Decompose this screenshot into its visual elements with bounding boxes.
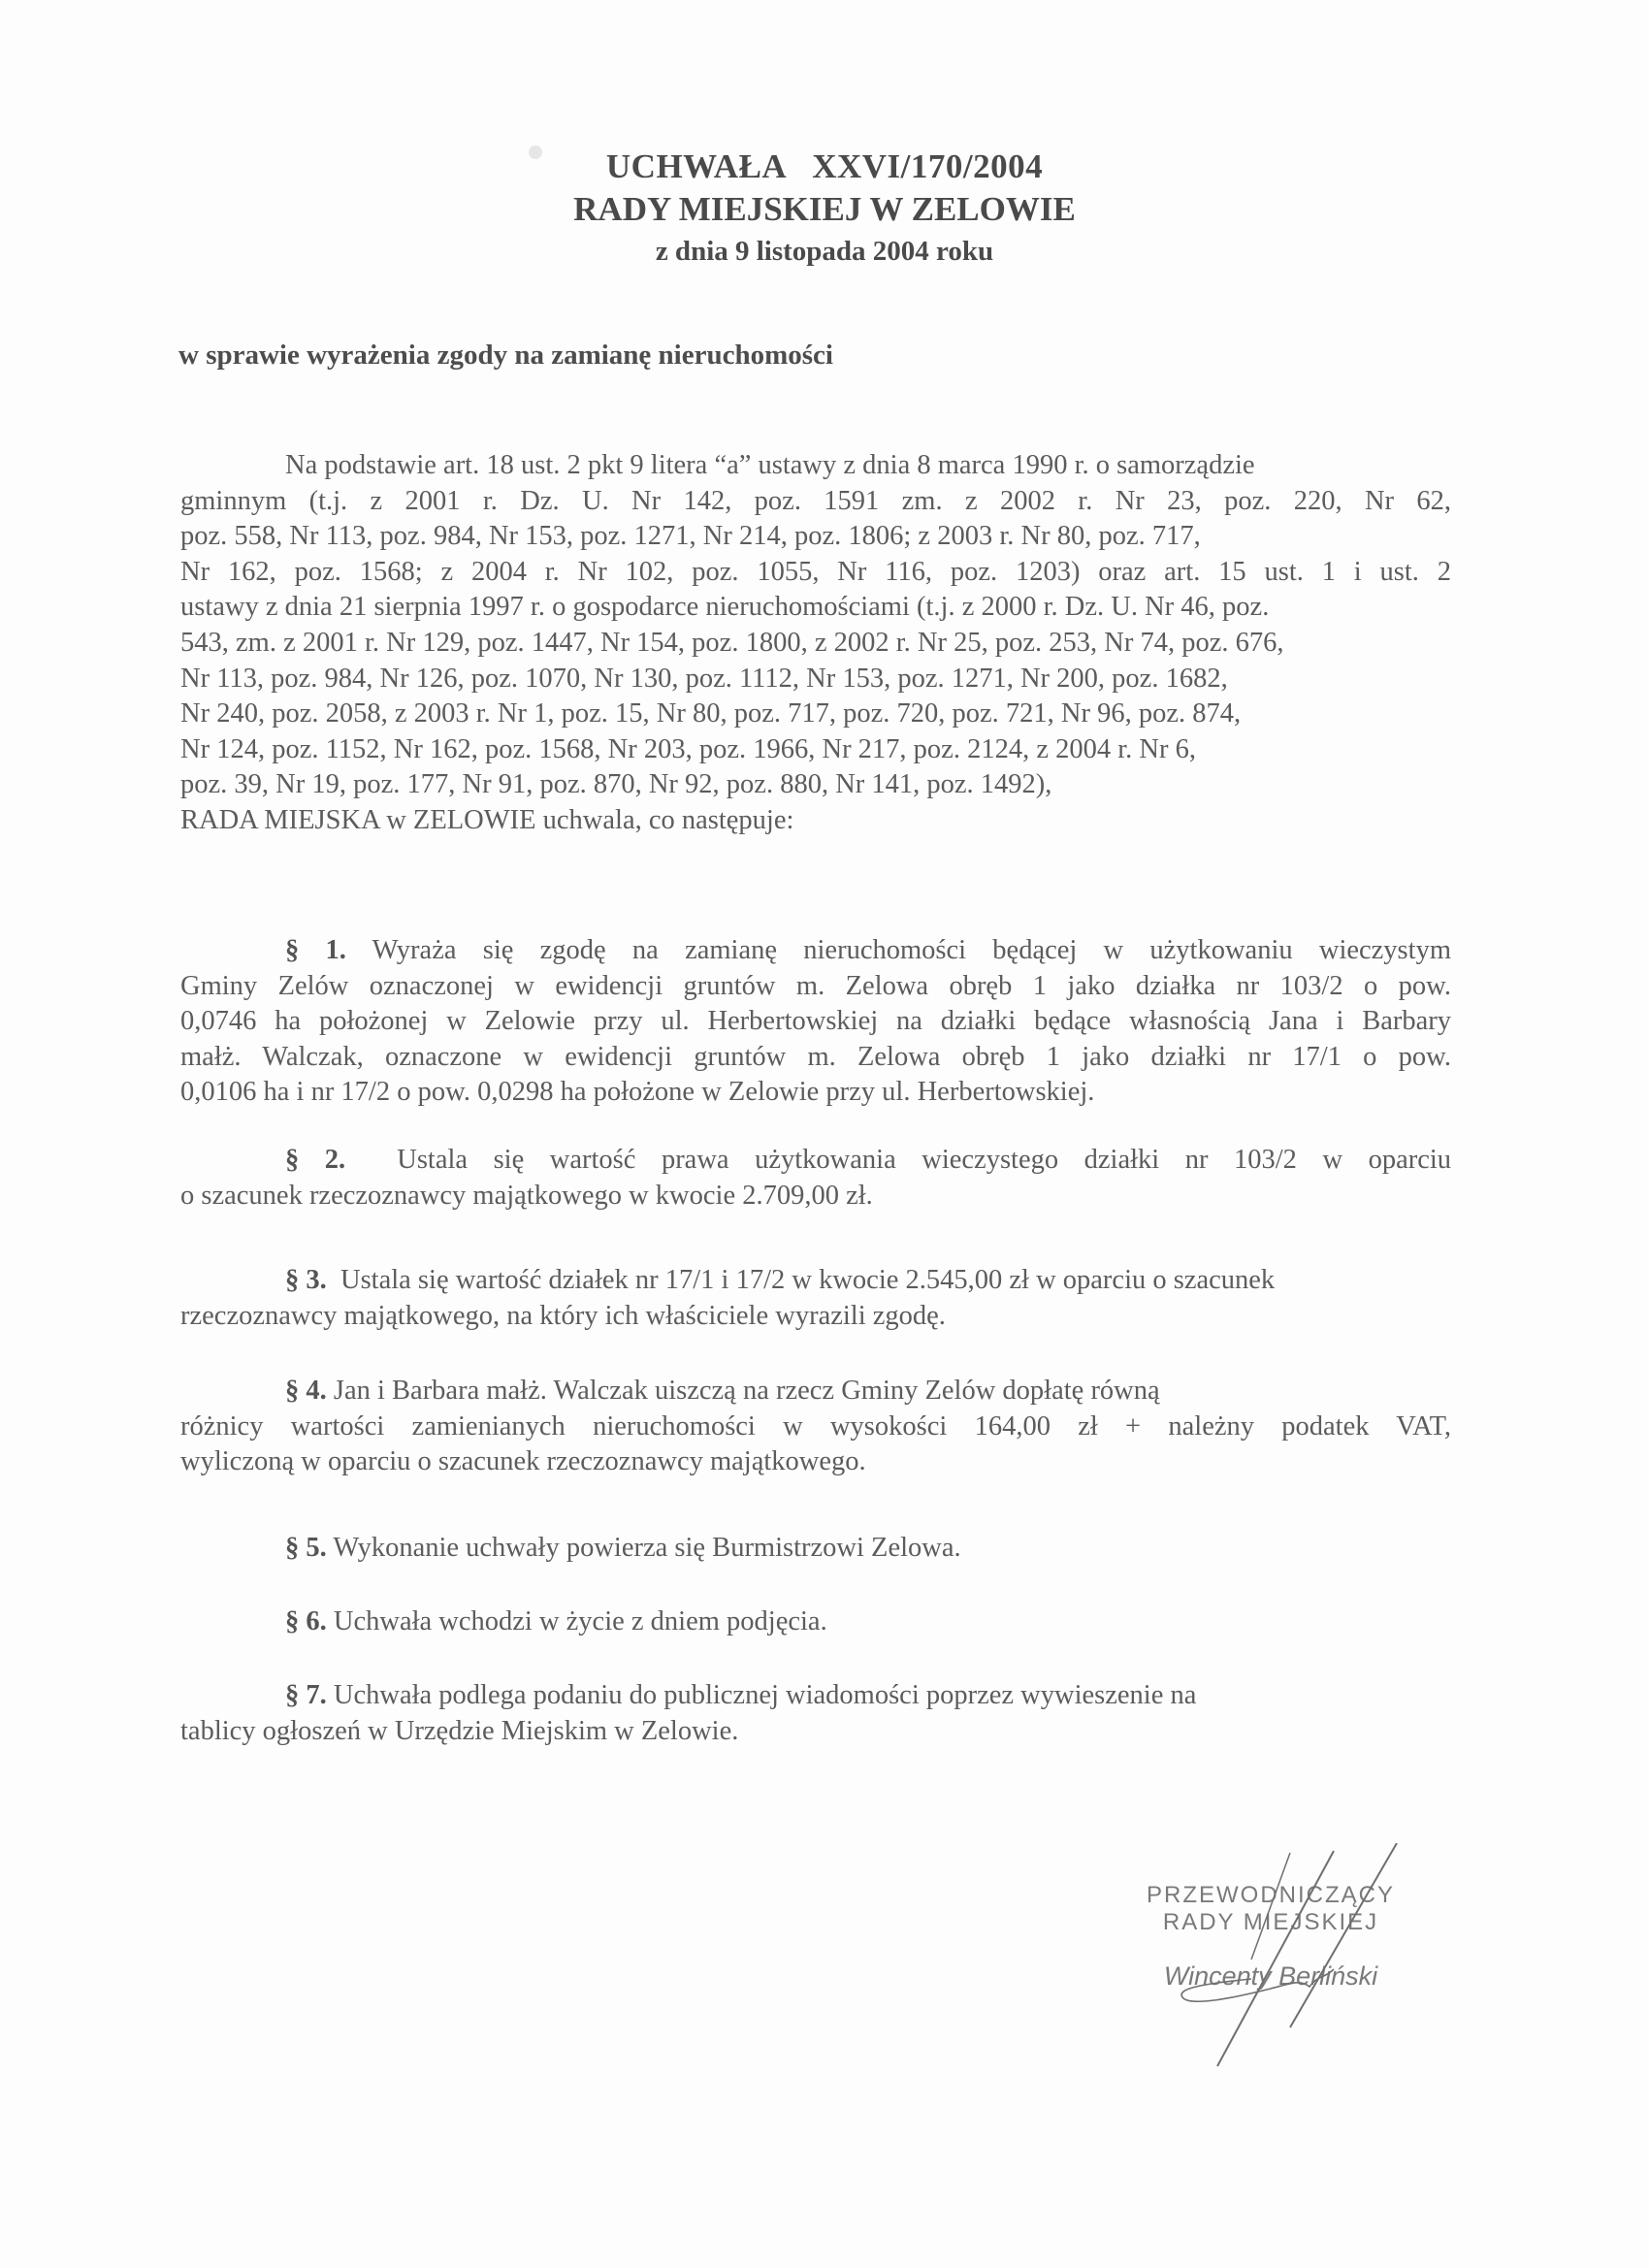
section-6	[180, 1604, 1451, 1640]
resolution-subject: w sprawie wyrażenia zgody na zamianę nieruchomości	[178, 340, 833, 371]
section-line	[180, 933, 1451, 969]
section-mark: § 2.	[285, 1145, 346, 1175]
legal-basis-line: 543, zm. z 2001 r. Nr 129, poz. 1447, Nr 154, poz. 1800, z 2002 r. Nr 25, poz. 253, Nr 74, poz. 676,	[180, 627, 1284, 658]
section-text: Uchwała wchodzi w życie z dniem podjęcia.	[333, 1606, 827, 1636]
section-mark: § 6.	[285, 1606, 327, 1636]
section-line: 0,0746 ha położonej w Zelowie przy ul. Herbertowskiej na działki będące własnością Jana i Barbary	[180, 1006, 1451, 1037]
legal-basis	[180, 448, 1451, 839]
section-line	[180, 1678, 1451, 1714]
signature-title-line1: PRZEWODNICZĄCY	[1147, 1882, 1395, 1908]
signature-title-line2: RADY MIEJSKIEJ	[1162, 1909, 1379, 1935]
section-line	[180, 1143, 1451, 1179]
section-text: Ustala się wartość prawa użytkowania wieczystego działki nr 103/2 w oparciu	[397, 1145, 1452, 1175]
signature-stamp	[1106, 1882, 1436, 1992]
section-line	[180, 1604, 1451, 1640]
section-text: Ustala się wartość działek nr 17/1 i 17/2 w kwocie 2.545,00 zł w oparciu o szacunek	[340, 1265, 1276, 1295]
section-mark: § 1.	[285, 935, 346, 965]
legal-basis-line: Nr 240, poz. 2058, z 2003 r. Nr 1, poz. 15, Nr 80, poz. 717, poz. 720, poz. 721, Nr 96, poz. 874,	[180, 698, 1242, 729]
section-line: Gminy Zelów oznaczonej w ewidencji gruntów m. Zelowa obręb 1 jako działka nr 103/2 o pow.	[180, 970, 1451, 1001]
section-line: różnicy wartości zamienianych nieruchomości w wysokości 164,00 zł + należny podatek VAT,	[180, 1410, 1451, 1442]
section-1	[180, 933, 1451, 1111]
section-text: Uchwała podlega podaniu do publicznej wiadomości poprzez wywieszenie na	[333, 1680, 1197, 1710]
section-text: Wyraża się zgodę na zamianę nieruchomości będącej w użytkowaniu wieczystym	[372, 935, 1451, 965]
resolution-number: XXVI/170/2004	[812, 147, 1044, 185]
resolution-date: z dnia 9 listopada 2004 roku	[655, 236, 994, 267]
section-text: Jan i Barbara małż. Walczak uiszczą na rzecz Gminy Zelów dopłatę równą	[333, 1376, 1160, 1406]
legal-basis-line: ustawy z dnia 21 sierpnia 1997 r. o gospodarce nieruchomościami (t.j. z 2000 r. Dz. U. Nr 46, poz.	[180, 592, 1270, 623]
resolution-word: UCHWAŁA	[605, 147, 788, 185]
section-line: wyliczoną w oparciu o szacunek rzeczoznawcy majątkowego.	[180, 1446, 866, 1477]
legal-basis-line: Nr 124, poz. 1152, Nr 162, poz. 1568, Nr 203, poz. 1966, Nr 217, poz. 2124, z 2004 r. Nr 6,	[180, 733, 1196, 764]
council-resolves-line: RADA MIEJSKA w ZELOWIE uchwala, co następuje:	[180, 804, 794, 835]
section-2	[180, 1143, 1451, 1214]
section-line	[180, 1263, 1451, 1299]
legal-basis-line: Na podstawie art. 18 ust. 2 pkt 9 litera “a” ustawy z dnia 8 marca 1990 r. o samorządzie	[285, 450, 1255, 480]
section-line: małż. Walczak, oznaczone w ewidencji gruntów m. Zelowa obręb 1 jako działki nr 17/1 o pow.	[180, 1041, 1451, 1072]
issuer: RADY MIEJSKIEJ W ZELOWIE	[573, 190, 1076, 228]
section-line: rzeczoznawcy majątkowego, na który ich właściciele wyrazili zgodę.	[180, 1300, 946, 1331]
section-line: tablicy ogłoszeń w Urzędzie Miejskim w Zelowie.	[180, 1715, 739, 1746]
section-line	[180, 1374, 1451, 1409]
legal-basis-line: gminnym (t.j. z 2001 r. Dz. U. Nr 142, poz. 1591 zm. z 2002 r. Nr 23, poz. 220, Nr 62,	[180, 485, 1451, 516]
section-mark: § 7.	[285, 1680, 327, 1710]
section-text: Wykonanie uchwały powierza się Burmistrzowi Zelowa.	[333, 1533, 961, 1563]
section-line	[180, 1531, 1451, 1567]
section-4	[180, 1374, 1451, 1480]
legal-basis-line: poz. 558, Nr 113, poz. 984, Nr 153, poz. 1271, Nr 214, poz. 1806; z 2003 r. Nr 80, poz. 717,	[180, 521, 1201, 552]
document-header	[0, 146, 1649, 272]
section-7	[180, 1678, 1451, 1749]
section-mark: § 5.	[285, 1533, 327, 1563]
section-mark: § 4.	[285, 1376, 327, 1406]
legal-basis-line: poz. 39, Nr 19, poz. 177, Nr 91, poz. 870, Nr 92, poz. 880, Nr 141, poz. 1492),	[180, 769, 1052, 800]
section-5	[180, 1531, 1451, 1567]
legal-basis-line: Nr 162, poz. 1568; z 2004 r. Nr 102, poz. 1055, Nr 116, poz. 1203) oraz art. 15 ust. 1 i ust. 2	[180, 556, 1451, 587]
legal-basis-line: Nr 113, poz. 984, Nr 126, poz. 1070, Nr 130, poz. 1112, Nr 153, poz. 1271, Nr 200, poz. 1682,	[180, 663, 1228, 694]
section-mark: § 3.	[285, 1265, 327, 1295]
section-line: o szacunek rzeczoznawcy majątkowego w kwocie 2.709,00 zł.	[180, 1180, 873, 1211]
section-line: 0,0106 ha i nr 17/2 o pow. 0,0298 ha położone w Zelowie przy ul. Herbertowskiej.	[180, 1077, 1095, 1108]
resolution-title	[0, 146, 1649, 188]
section-3	[180, 1263, 1451, 1334]
signatory-name: Wincenty Berliński	[1163, 1961, 1378, 1991]
